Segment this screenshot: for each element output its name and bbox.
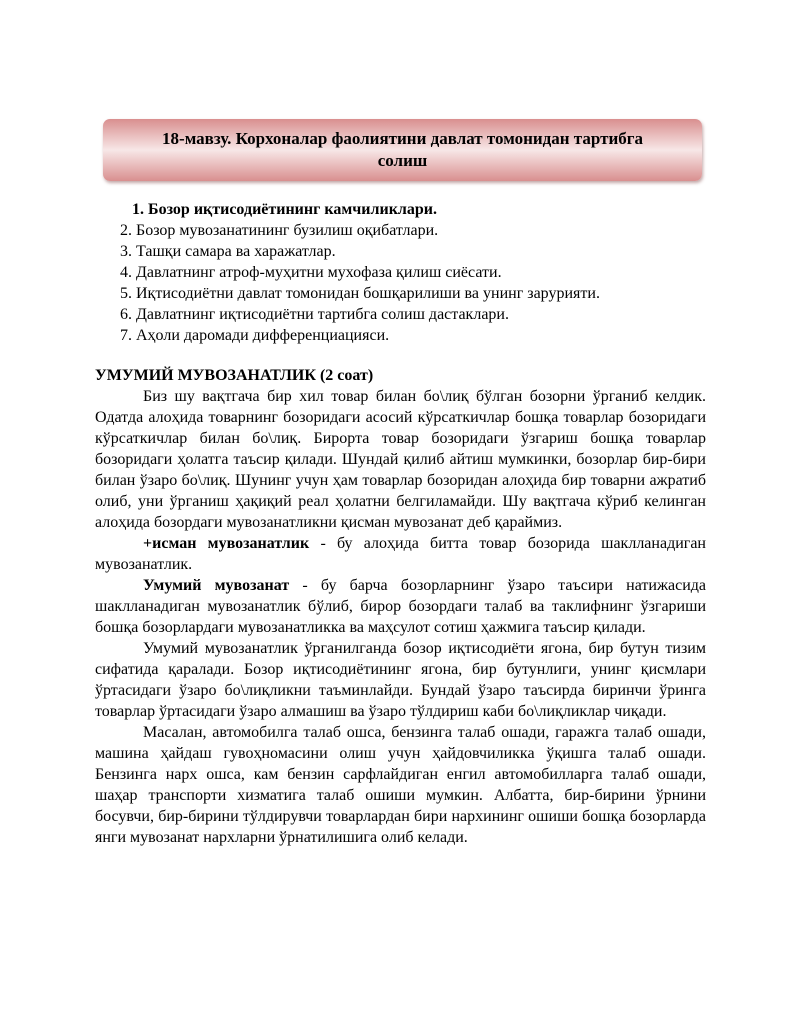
paragraph: Масалан, автомобилга талаб ошса, бензинга талаб ошади, гаражга талаб ошади, машина ҳайдаш гувоҳномасини олиш учун ҳайдовчиликка ўқишга талаб ошади. Бензинга нарх ошса, кам бензин сарфлайдиган енгил автомобилларга талаб ошади, шаҳар транспорти хизматига талаб ошиши мумкин. Албатта, бир-бирини ўрнини босувчи, бир-бирини тўлдирувчи товарлардан бири нархининг ошиши бошқа бозорларда янги мувозанат нархларни ўрнатилишига олиб келади.	[95, 724, 706, 846]
paragraph: Умумий мувозанатлик ўрганилганда бозор иқтисодиёти ягона, бир бутун тизим сифатида қаралади. Бозор иқтисодиётининг ягона, бир бутунлиги, унинг қисмлари ўртасидаги ўзаро бо\лиқликни таъминлайди. Бундай ўзаро таъсирда биринчи ўринга товарлар ўртасидаги ўзаро алмашиш ва ўзаро тўлдириш каби бо\лиқликлар чиқади.	[95, 640, 706, 720]
outline-item: 1. Бозор иқтисодиётининг камчиликлари.	[132, 201, 438, 218]
outline-item: 5. Иқтисодиётни давлат томонидан бошқарилиши ва унинг зарурияти.	[120, 285, 600, 302]
definition-text: - бу барча бозорларнинг ўзаро таъсири натижасида шаклланадиган мувозанатлик бўлиб, бирор бозордаги талаб ва таклифнинг ўзгариши бошқа бозорлардаги мувозанатликка ва маҳсулот сотиш ҳажмига таъсир қилади.	[95, 577, 707, 636]
topic-title-line-1: 18-мавзу. Корхоналар фаолиятини давлат томонидан тартибга	[162, 129, 643, 148]
outline-item: 4. Давлатнинг атроф-муҳитни мухофаза қилиш сиёсати.	[120, 264, 502, 281]
section-body	[95, 386, 706, 848]
definition-text: - бу алоҳида битта товар бозорида шаклланадиган мувозанатлик.	[95, 535, 706, 573]
term-partial-equilibrium: +исман мувозанатлик	[143, 535, 310, 552]
topic-title-line-2: солиш	[377, 151, 428, 170]
outline-item: 6. Давлатнинг иқтисодиётни тартибга солиш дастаклари.	[120, 306, 509, 323]
paragraph-definition-partial	[95, 533, 706, 575]
topic-title	[162, 128, 643, 172]
term-general-equilibrium: Умумий мувозанат	[143, 577, 290, 594]
section-heading: УМУМИЙ МУВОЗАНАТЛИК (2 соат)	[95, 367, 374, 384]
outline-item: 3. Ташқи самара ва харажатлар.	[120, 243, 336, 260]
outline-item: 7. Аҳоли даромади дифференциацияси.	[120, 327, 390, 344]
topic-outline	[120, 199, 720, 346]
paragraph-definition-general	[95, 575, 706, 638]
topic-title-box	[103, 119, 702, 181]
paragraph: Биз шу вақтгача бир хил товар билан бо\лиқ бўлган бозорни ўрганиб келдик. Одатда алоҳида товарнинг бозоридаги асосий кўрсаткичлар бошқа товарлар бозоридаги кўрсаткичлар билан бо\лиқ. Бирорта товар бозоридаги ўзгариш бошқа товарлар бозоридаги ҳолатга таъсир қилади. Шундай қилиб айтиш мумкинки, бозорлар бир-бири билан ўзаро бо\лиқ. Шунинг учун ҳам товарлар бозоридан алоҳида бир товарни ажратиб олиб, уни ўрганиш ҳақиқий реал ҳолатни белгиламайди. Шу вақтгача кўриб келинган алоҳида бозордаги мувозанатликни қисман мувозанат деб қараймиз.	[95, 388, 706, 531]
outline-item: 2. Бозор мувозанатининг бузилиш оқибатлари.	[120, 222, 439, 239]
